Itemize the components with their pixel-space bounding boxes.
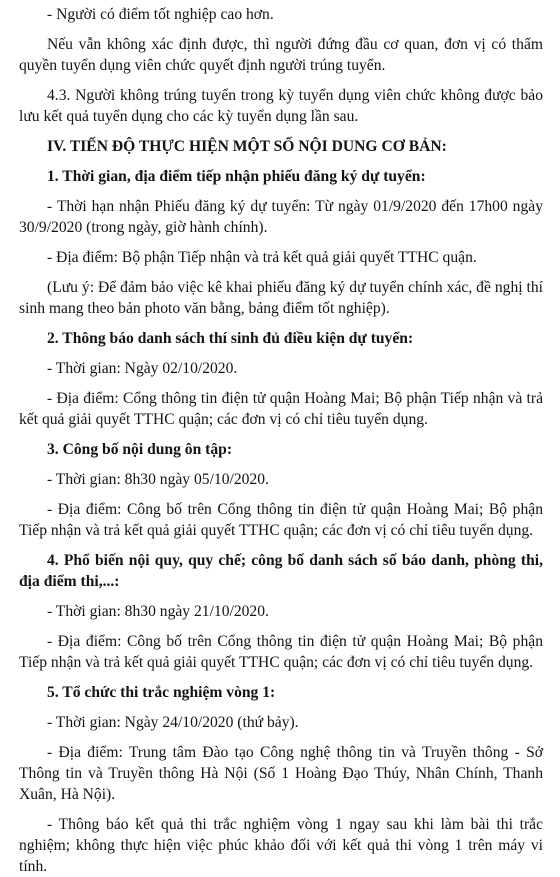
section-heading-iv: IV. TIẾN ĐỘ THỰC HIỆN MỘT SỐ NỘI DUNG CƠ BẢN: (47, 138, 447, 155)
paragraph-19: - Thời gian: Ngày 24/10/2020 (thứ bảy). (47, 714, 299, 731)
paragraph-14: - Địa điểm: Công bố trên Cổng thông tin điện tử quận Hoàng Mai; Bộ phận Tiếp nhận và trả kết quả giải quyết TTHC quận; các đơn vị có chỉ tiêu tuyển dụng. (19, 501, 543, 539)
paragraph-20: - Địa điểm: Trung tâm Đào tạo Công nghệ thông tin và Truyền thông - Sở Thông tin và Truyền thông Hà Nội (Số 1 Hoàng Đạo Thúy, Nhân Chính, Thanh Xuân, Hà Nội). (19, 744, 543, 803)
subheading-2: 2. Thông báo danh sách thí sinh đủ điều kiện dự tuyển: (47, 330, 414, 347)
paragraph-17: - Địa điểm: Công bố trên Cổng thông tin điện tử quận Hoàng Mai; Bộ phận Tiếp nhận và trả kết quả giải quyết TTHC quận; các đơn vị có chỉ tiêu tuyển dụng. (19, 633, 543, 671)
paragraph-3: 4.3. Người không trúng tuyển trong kỳ tuyển dụng viên chức không được bảo lưu kết quả tuyển dụng cho các kỳ tuyển dụng lần sau. (19, 87, 543, 125)
subheading-3: 3. Công bố nội dung ôn tập: (47, 441, 233, 458)
paragraph-8: (Lưu ý: Để đảm bảo việc kê khai phiếu đăng ký dự tuyển chính xác, đề nghị thí sinh mang theo bản photo văn bằng, bảng điểm tốt nghiệp). (19, 279, 543, 317)
subheading-1: 1. Thời gian, địa điểm tiếp nhận phiếu đăng ký dự tuyển: (47, 168, 426, 185)
subheading-4: 4. Phổ biến nội quy, quy chế; công bố danh sách số báo danh, phòng thi, địa điểm thi,...: (19, 552, 543, 590)
paragraph-10: - Thời gian: Ngày 02/10/2020. (47, 360, 238, 377)
paragraph-11: - Địa điểm: Cổng thông tin điện tử quận Hoàng Mai; Bộ phận Tiếp nhận và trả kết quả giải quyết TTHC quận; các đơn vị có chỉ tiêu tuyển dụng. (19, 390, 543, 428)
paragraph-1: - Người có điểm tốt nghiệp cao hơn. (47, 6, 274, 23)
subheading-5: 5. Tổ chức thi trắc nghiệm vòng 1: (47, 684, 276, 701)
paragraph-13: - Thời gian: 8h30 ngày 05/10/2020. (47, 471, 269, 488)
paragraph-7: - Địa điểm: Bộ phận Tiếp nhận và trả kết quả giải quyết TTHC quận. (47, 249, 477, 266)
paragraph-21: - Thông báo kết quả thi trắc nghiệm vòng 1 ngay sau khi làm bài thi trắc nghiệm; không thực hiện việc phúc khảo đối với kết quả thi vòng 1 trên máy vi tính. (19, 816, 543, 875)
paragraph-6: - Thời hạn nhận Phiếu đăng ký dự tuyển: Từ ngày 01/9/2020 đến 17h00 ngày 30/9/2020 (trong ngày, giờ hành chính). (19, 198, 543, 236)
paragraph-2: Nếu vẫn không xác định được, thì người đứng đầu cơ quan, đơn vị có thẩm quyền tuyển dụng viên chức quyết định người trúng tuyển. (19, 36, 543, 74)
paragraph-16: - Thời gian: 8h30 ngày 21/10/2020. (47, 603, 269, 620)
